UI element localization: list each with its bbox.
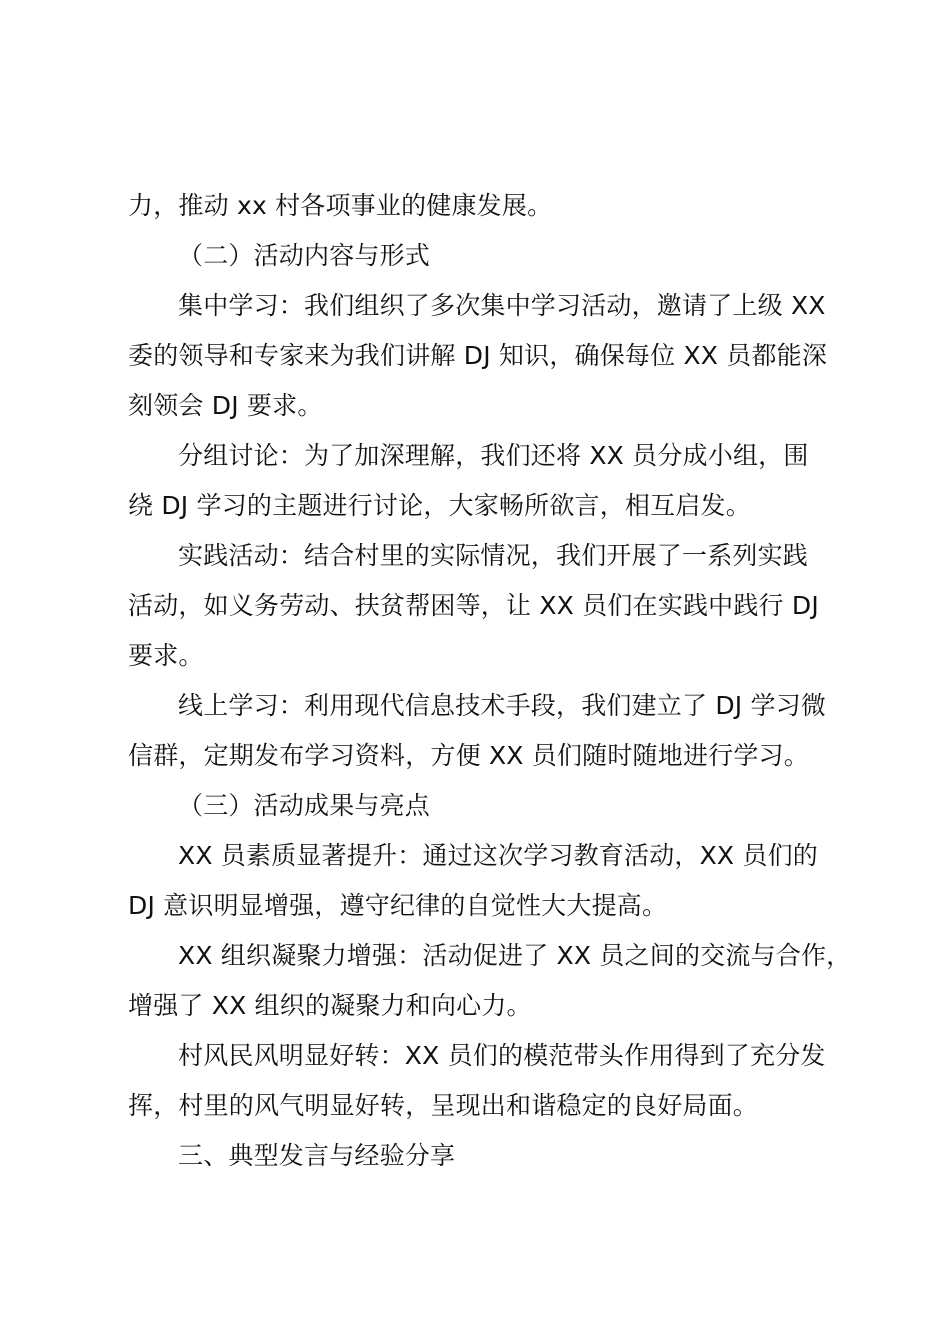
paragraph-line: 线上学习：利用现代信息技术手段，我们建立了 DJ 学习微 bbox=[178, 691, 827, 720]
paragraph-line: 信群，定期发布学习资料，方便 XX 员们随时随地进行学习。 bbox=[128, 741, 809, 770]
paragraph-line: DJ 意识明显增强，遵守纪律的自觉性大大提高。 bbox=[128, 891, 668, 920]
paragraph-line: 刻领会 DJ 要求。 bbox=[128, 391, 323, 420]
paragraph-line: 要求。 bbox=[128, 641, 204, 670]
paragraph-line: 挥，村里的风气明显好转，呈现出和谐稳定的良好局面。 bbox=[128, 1091, 759, 1120]
paragraph-line: 委的领导和专家来为我们讲解 DJ 知识，确保每位 XX 员都能深 bbox=[128, 341, 828, 370]
paragraph-line: XX 组织凝聚力增强：活动促进了 XX 员之间的交流与合作， bbox=[178, 941, 852, 970]
paragraph-line: 力，推动 xx 村各项事业的健康发展。 bbox=[128, 191, 553, 220]
paragraph-line: 活动，如义务劳动、扶贫帮困等，让 XX 员们在实践中践行 DJ bbox=[128, 591, 819, 620]
paragraph-line: 实践活动：结合村里的实际情况，我们开展了一系列实践 bbox=[178, 541, 809, 570]
paragraph-line: 集中学习：我们组织了多次集中学习活动，邀请了上级 XX bbox=[178, 291, 826, 320]
section-heading-activities: （二）活动内容与形式 bbox=[178, 241, 431, 270]
paragraph-line: 绕 DJ 学习的主题进行讨论，大家畅所欲言，相互启发。 bbox=[128, 491, 751, 520]
paragraph-line: 增强了 XX 组织的凝聚力和向心力。 bbox=[128, 991, 532, 1020]
paragraph-line: 分组讨论：为了加深理解，我们还将 XX 员分成小组，围 bbox=[178, 441, 809, 470]
section-heading-speeches: 三、典型发言与经验分享 bbox=[178, 1141, 456, 1170]
section-heading-results: （三）活动成果与亮点 bbox=[178, 791, 431, 820]
paragraph-line: XX 员素质显著提升：通过这次学习教育活动，XX 员们的 bbox=[178, 841, 819, 870]
paragraph-line: 村风民风明显好转：XX 员们的模范带头作用得到了充分发 bbox=[178, 1041, 826, 1070]
